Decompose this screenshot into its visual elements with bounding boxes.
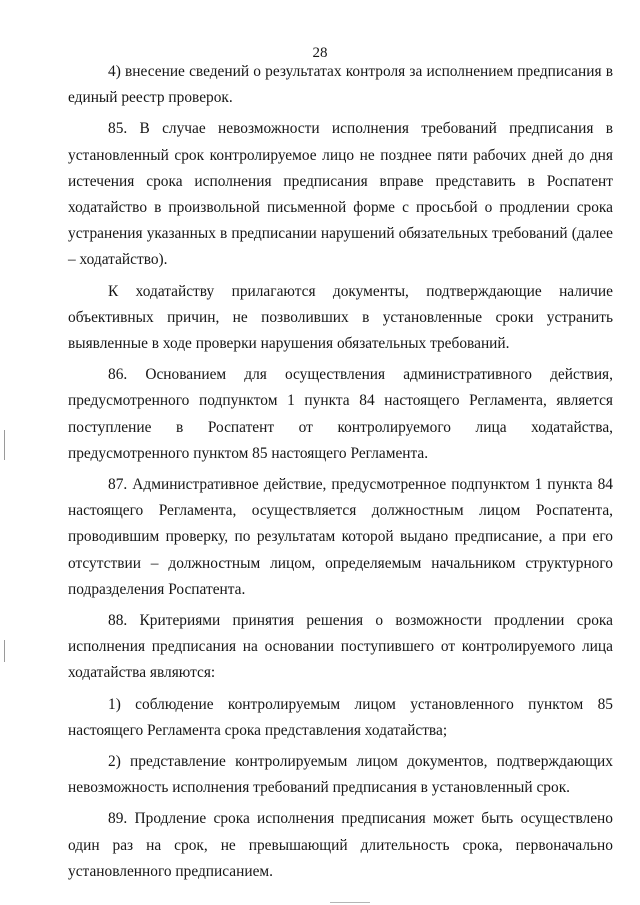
paragraph-85-attachments: К ходатайству прилагаются документы, подтверждающие наличие объективных причин, не позволивших в установленные сроки устранить выявленные в ходе проверки нарушения обязательных требований. <box>68 282 613 353</box>
page-number: 28 <box>312 45 328 61</box>
scan-edge-mark <box>330 902 370 903</box>
scan-margin-mark <box>4 640 5 662</box>
paragraph-89: 89. Продление срока исполнения предписания может быть осуществлено один раз на срок, не превышающий длительность срока, первоначально установленного предписанием. <box>68 810 613 880</box>
paragraph-87: 87. Административное действие, предусмотренное подпунктом 1 пункта 84 настоящего Регламента, осуществляется должностным лицом Роспатента, проводившим проверку, по результатам которой выдано предписание, а при его отсутствии – должностным лицом, определяемым начальником структурного подразделения Роспатента. <box>68 476 613 598</box>
paragraph-88-item-1: 1) соблюдение контролируемым лицом установленного пунктом 85 настоящего Регламента срока представления ходатайства; <box>68 695 613 739</box>
paragraph-88: 88. Критериями принятия решения о возможности продлении срока исполнения предписания на основании поступившего от контролируемого лица ходатайства являются: <box>68 612 613 682</box>
paragraph-86: 86. Основанием для осуществления административного действия, предусмотренного подпунктом 1 пункта 84 настоящего Регламента, является поступление в Роспатент от контролируемого лица ходатайства, предусмотренного пунктом 85 настоящего Регламента. <box>68 366 613 462</box>
scan-margin-mark <box>4 430 5 460</box>
paragraph-88-item-2: 2) представление контролируемым лицом документов, подтверждающих невозможность исполнения требований предписания в установленный срок. <box>68 753 613 797</box>
paragraph-item-4: 4) внесение сведений о результатах контроля за исполнением предписания в единый реестр проверок. <box>68 63 613 107</box>
paragraph-85: 85. В случае невозможности исполнения требований предписания в установленный срок контролируемое лицо не позднее пяти рабочих дней до дня истечения срока исполнения предписания вправе представить в Роспатент ходатайство в произвольной письменной форме с просьбой о продлении срока устранения указанных в предписании нарушений обязательных требований (далее – ходатайство). <box>68 120 613 269</box>
document-body <box>68 59 613 890</box>
